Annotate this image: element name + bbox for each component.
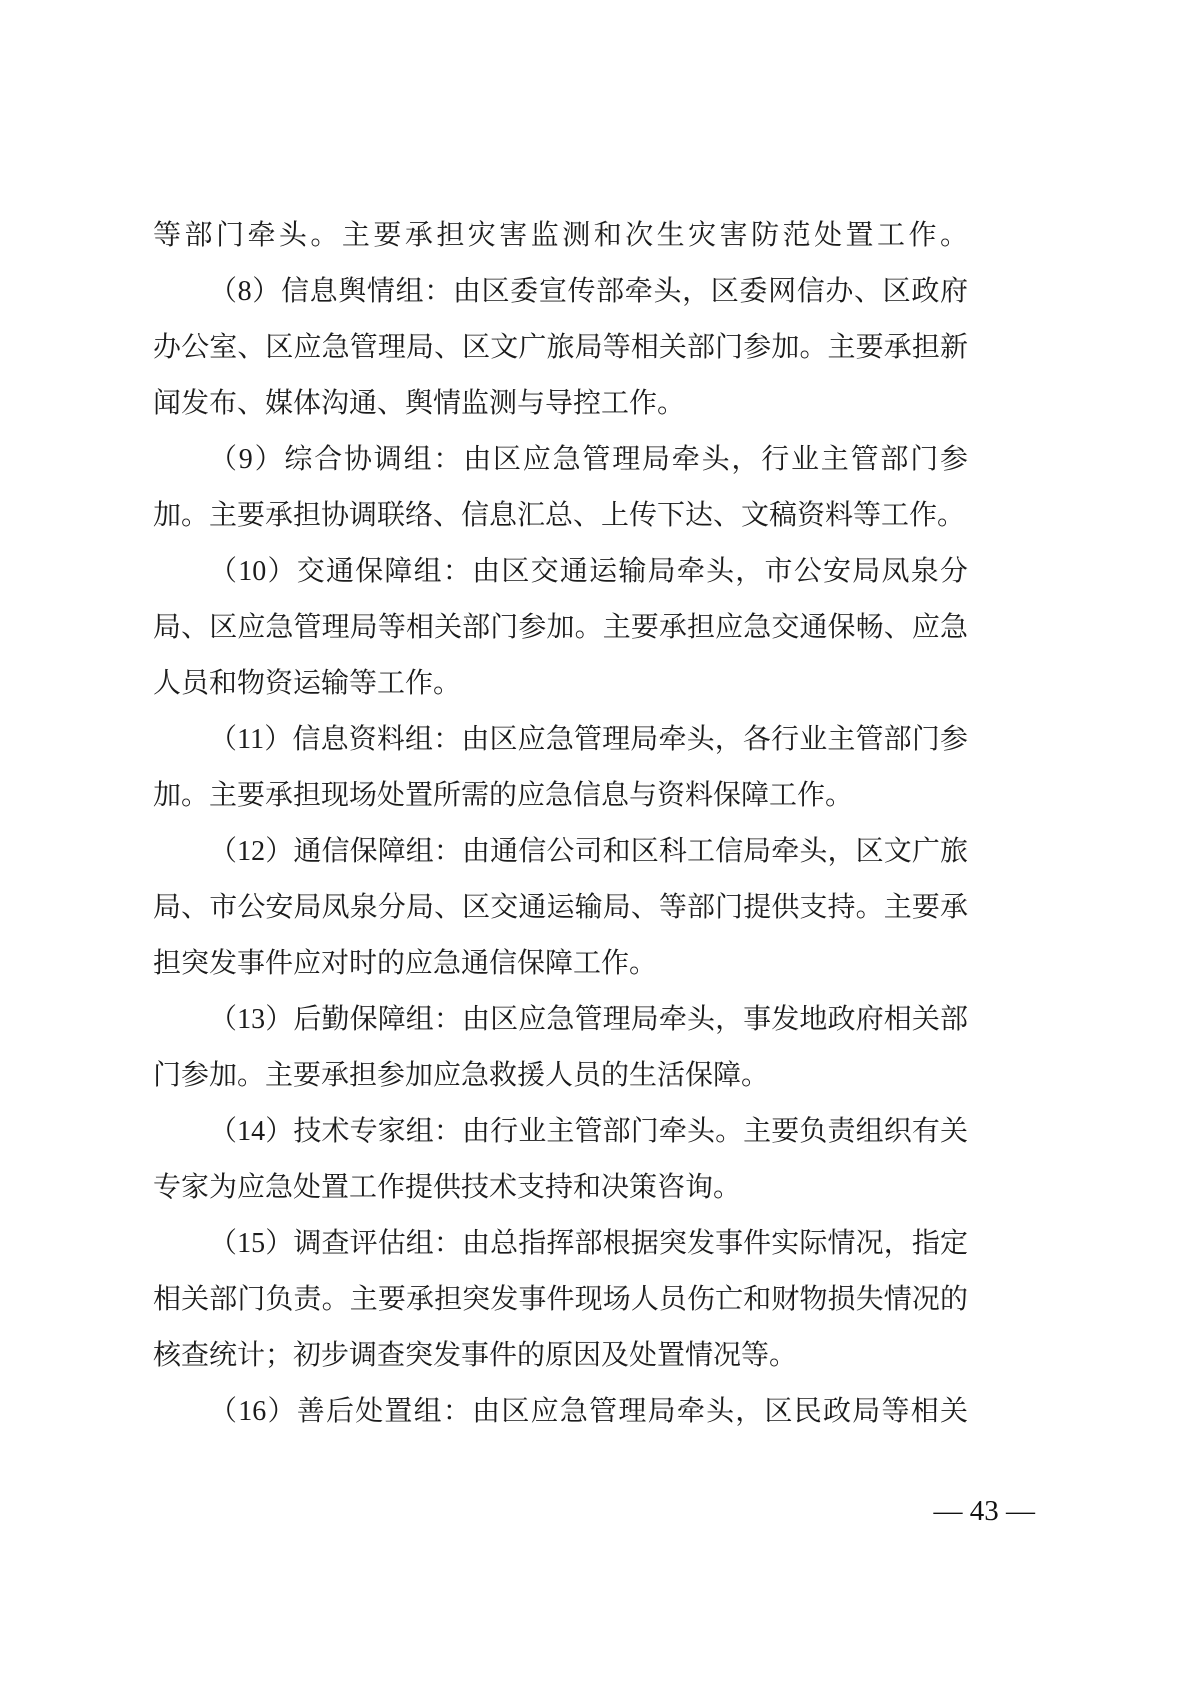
paragraph-continuation: 等部门牵头。主要承担灾害监测和次生灾害防范处置工作。: [153, 220, 968, 251]
paragraph-item-8: （8）信息舆情组：由区委宣传部牵头，区委网信办、区政府办公室、区应急管理局、区文广旅局等相关部门参加。主要承担新闻发布、媒体沟通、舆情监测与导控工作。: [153, 276, 968, 419]
paragraph-item-16: （16）善后处置组：由区应急管理局牵头，区民政局等相关: [209, 1396, 968, 1427]
paragraph-item-14: （14）技术专家组：由行业主管部门牵头。主要负责组织有关专家为应急处置工作提供技术支持和决策咨询。: [153, 1116, 968, 1203]
paragraph-item-13: （13）后勤保障组：由区应急管理局牵头，事发地政府相关部门参加。主要承担参加应急救援人员的生活保障。: [153, 1004, 968, 1091]
paragraph-item-15: （15）调查评估组：由总指挥部根据突发事件实际情况，指定相关部门负责。主要承担突发事件现场人员伤亡和财物损失情况的核查统计；初步调查突发事件的原因及处置情况等。: [153, 1228, 968, 1371]
paragraph-item-12: （12）通信保障组：由通信公司和区科工信局牵头，区文广旅局、市公安局凤泉分局、区交通运输局、等部门提供支持。主要承担突发事件应对时的应急通信保障工作。: [153, 836, 968, 979]
paragraph-item-11: （11）信息资料组：由区应急管理局牵头，各行业主管部门参加。主要承担现场处置所需的应急信息与资料保障工作。: [153, 724, 968, 811]
paragraph-item-10: （10）交通保障组：由区交通运输局牵头，市公安局凤泉分局、区应急管理局等相关部门参加。主要承担应急交通保畅、应急人员和物资运输等工作。: [153, 556, 968, 699]
paragraph-item-9: （9）综合协调组：由区应急管理局牵头，行业主管部门参加。主要承担协调联络、信息汇总、上传下达、文稿资料等工作。: [153, 444, 968, 531]
text-block: [153, 208, 968, 1440]
page-number: — 43 —: [933, 1495, 1035, 1527]
